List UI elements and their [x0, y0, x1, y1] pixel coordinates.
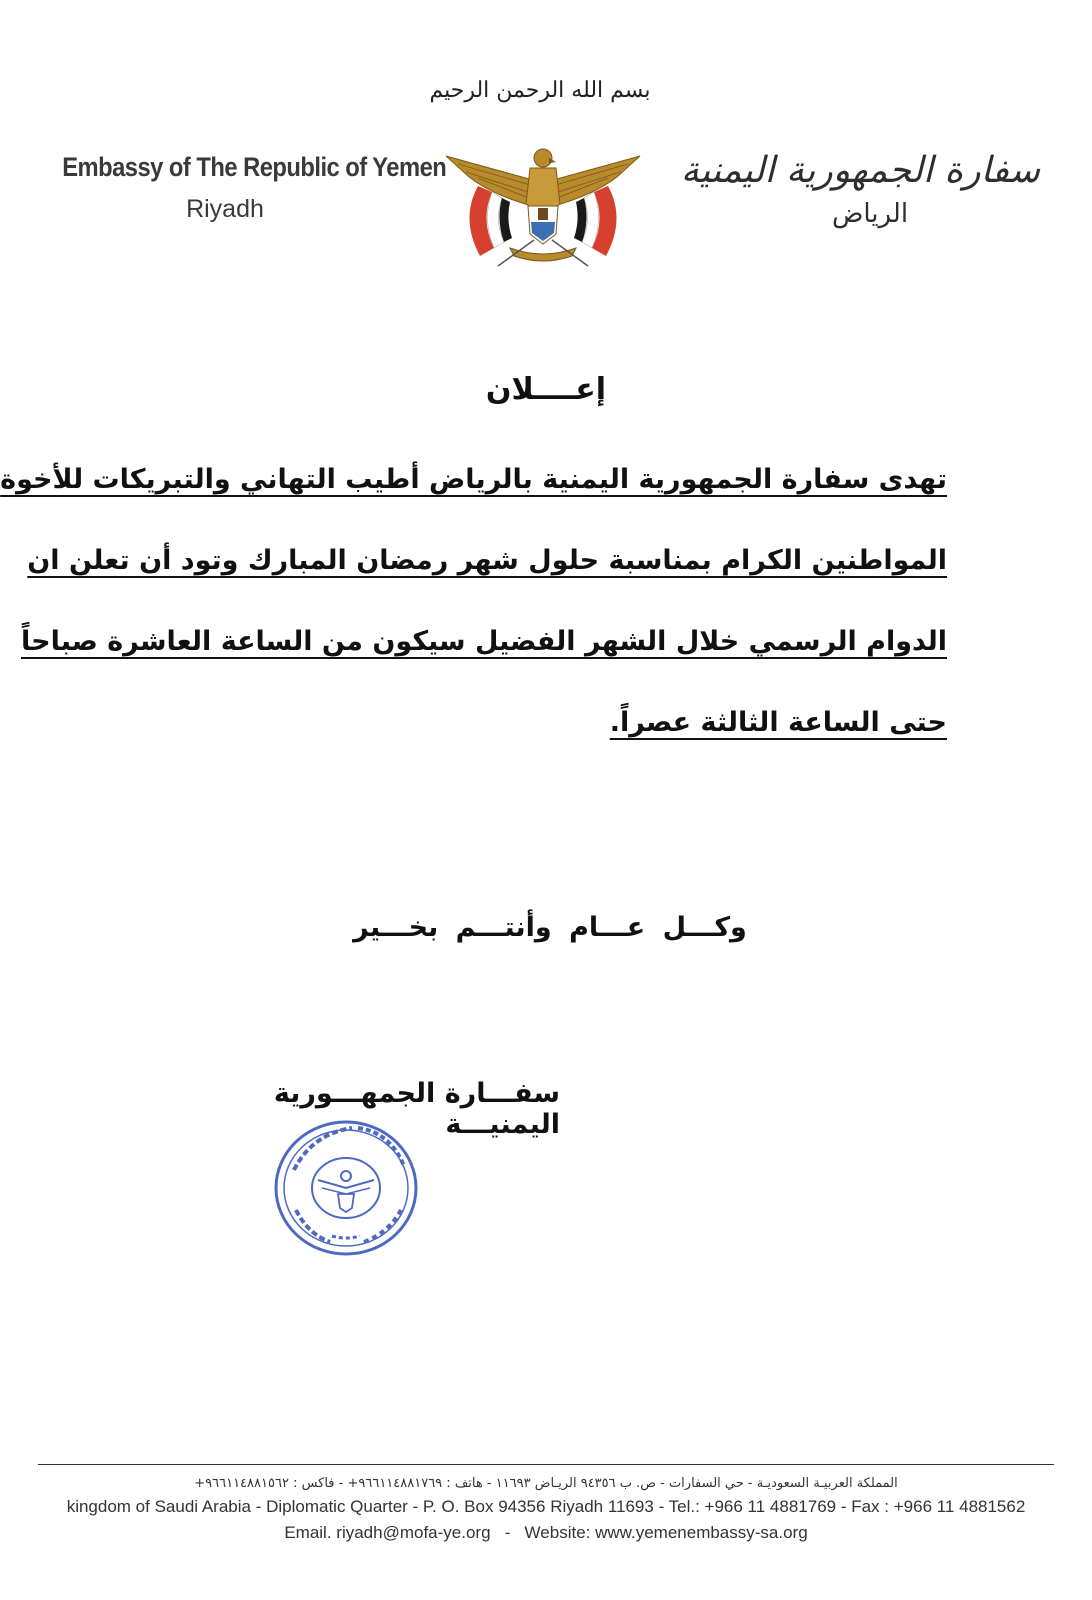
footer-arabic-address: المملكة العربيـة السعوديـة - حي السفارات - ص. ب ٩٤٣٥٦ الريـاض ١١٦٩٣ - هاتف : ٩٦٦١١٤٨٨١٧٦٩+ - فاكس : ٩٦٦١١٤٨٨١٥٦٢+ [194, 1476, 898, 1491]
embassy-arabic-city: الرياض [831, 199, 909, 229]
body-line: تهدى سفارة الجمهورية اليمنية بالرياض أطيب التهاني والتبريكات للأخوة [0, 464, 947, 495]
footer-divider [38, 1464, 1054, 1465]
footer-english-address: kingdom of Saudi Arabia - Diplomatic Quarter - P. O. Box 94356 Riyadh 11693 - Tel.: +966 11 4881769 - Fax : +966 11 4881562 [66, 1497, 1026, 1516]
announcement-body [0, 460, 947, 784]
basmala-heading: بسم الله الرحمن الرحيم [429, 78, 651, 103]
body-line: حتى الساعة الثالثة عصراً. [609, 707, 947, 738]
letterhead-english [40, 152, 447, 224]
letterhead-footer [30, 1476, 1062, 1543]
yemen-eagle-emblem-icon [438, 144, 648, 274]
announcement-title: إعــــلان [485, 372, 607, 407]
embassy-english-city: Riyadh [186, 195, 264, 223]
body-line: المواطنين الكرام بمناسبة حلول شهر رمضان المبارك وتود أن تعلن ان [27, 545, 947, 576]
body-line: الدوام الرسمي خلال الشهر الفضيل سيكون من الساعة العاشرة صباحاً [21, 626, 947, 657]
signature-line: سفـــارة الجمهـــورية اليمنيـــة [273, 1078, 560, 1140]
letterhead-arabic [680, 150, 1040, 229]
footer-contact: Email. riyadh@mofa-ye.org - Website: www.yemenembassy-sa.org [284, 1523, 808, 1542]
embassy-english-name: Embassy of The Republic of Yemen [62, 152, 447, 182]
embassy-arabic-name: سفارة الجمهورية اليمنية [680, 150, 1040, 191]
embassy-consular-seal-icon [272, 1110, 424, 1262]
closing-greeting: وكـــل عـــام وأنتـــم بخـــير [353, 912, 747, 943]
